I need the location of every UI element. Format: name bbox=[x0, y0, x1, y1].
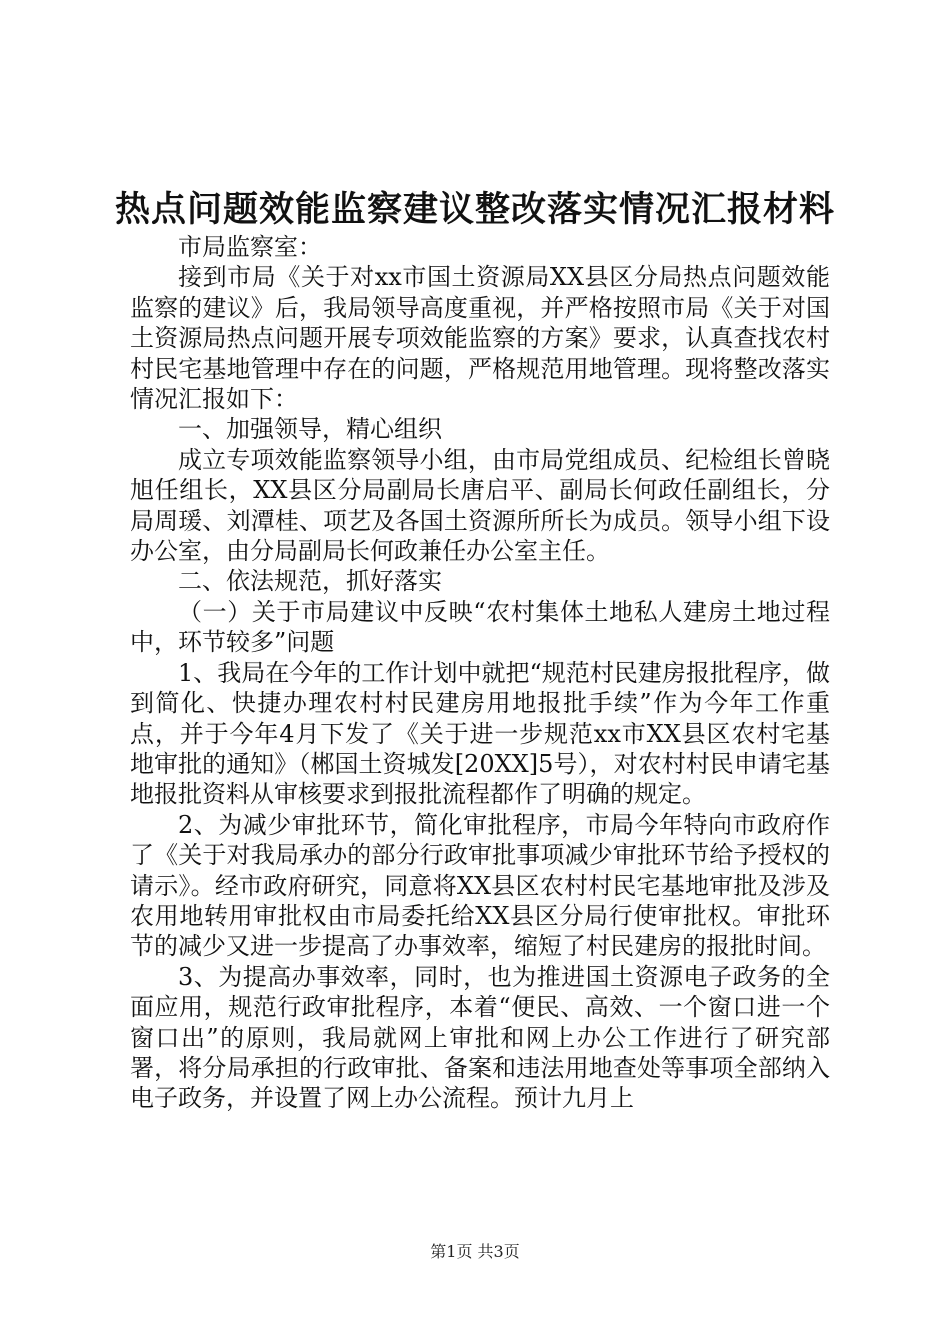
section-heading-2: 二、依法规范，抓好落实 bbox=[178, 567, 442, 596]
page-number-footer: 第1页 共3页 bbox=[430, 1242, 520, 1261]
body-paragraph: 成立专项效能监察领导小组，由市局党组成员、纪检组长曾晓旭任组长，XX县区分局副局长唐启平、副局长何政任副组长，分局周瑗、刘潭桂、项艺及各国土资源所所长为成员。领导小组下设办公室，由分局副局长何政兼任办公室主任。 bbox=[130, 445, 830, 566]
body-paragraph: 1、我局在今年的工作计划中就把“规范村民建房报批程序，做到简化、快捷办理农村村民建房用地报批手续”作为今年工作重点，并于今年4月下发了《关于进一步规范xx市XX县区农村宅基地审批的通知》（郴国土资城发[20XX]5号），对农村村民申请宅基地报批资料从审核要求到报批流程都作了明确的规定。 bbox=[130, 658, 830, 809]
intro-paragraph: 接到市局《关于对xx市国土资源局XX县区分局热点问题效能监察的建议》后，我局领导高度重视，并严格按照市局《关于对国土资源局热点问题开展专项效能监察的方案》要求，认真查找农村村民宅基地管理中存在的问题，严格规范用地管理。现将整改落实情况汇报如下： bbox=[130, 263, 830, 414]
document-title: 热点问题效能监察建议整改落实情况汇报材料 bbox=[114, 189, 835, 230]
subsection-heading: （一）关于市局建议中反映“农村集体土地私人建房土地过程中，环节较多”问题 bbox=[130, 597, 830, 657]
document-body bbox=[130, 232, 830, 1114]
salutation-paragraph: 市局监察室： bbox=[178, 233, 322, 261]
body-paragraph: 3、为提高办事效率，同时，也为推进国土资源电子政务的全面应用，规范行政审批程序，本着“便民、高效、一个窗口进一个窗口出”的原则，我局就网上审批和网上办公工作进行了研究部署，将分局承担的行政审批、备案和违法用地查处等事项全部纳入电子政务，并设置了网上办公流程。预计九月上 bbox=[130, 962, 830, 1113]
body-paragraph: 2、为减少审批环节，简化审批程序，市局今年特向市政府作了《关于对我局承办的部分行政审批事项减少审批环节给予授权的请示》。经市政府研究，同意将XX县区农村村民宅基地审批及涉及农用地转用审批权由市局委托给XX县区分局行使审批权。审批环节的减少又进一步提高了办事效率，缩短了村民建房的报批时间。 bbox=[130, 810, 830, 961]
section-heading-1: 一、加强领导，精心组织 bbox=[178, 415, 442, 444]
